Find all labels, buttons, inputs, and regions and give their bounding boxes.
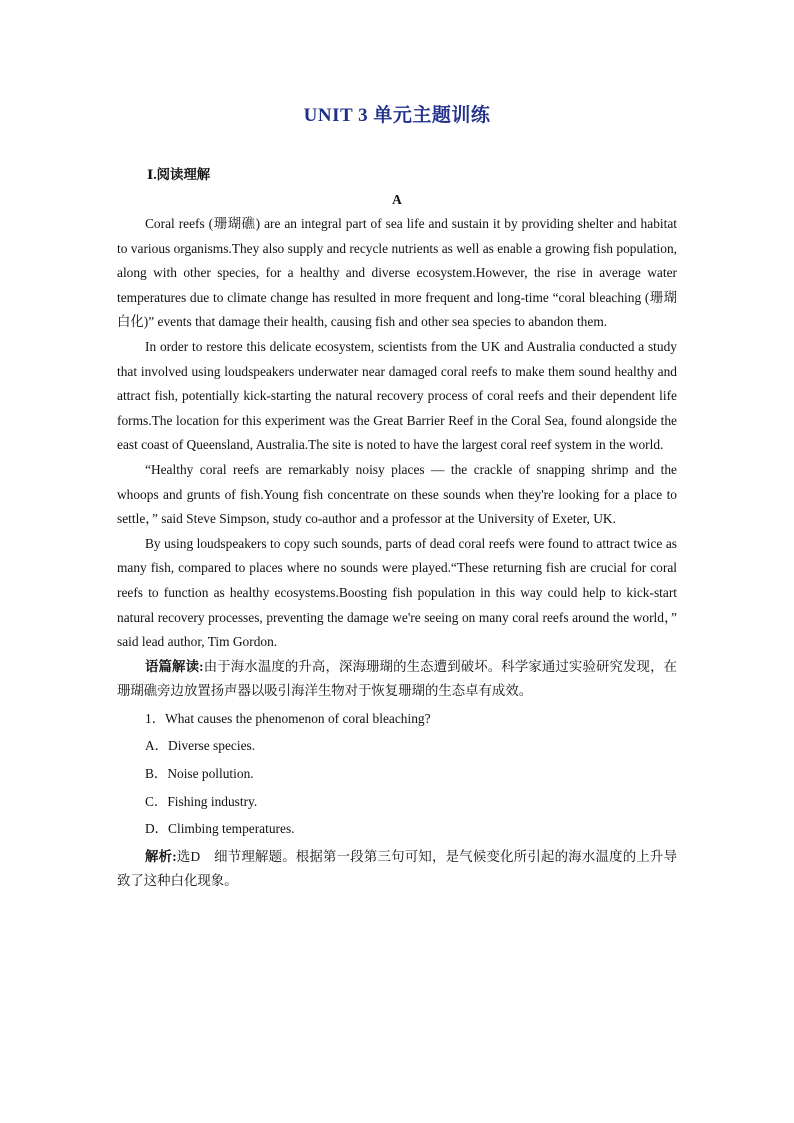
passage-label: A bbox=[392, 192, 402, 207]
passage-body bbox=[117, 212, 677, 894]
option-d: D．Climbing temperatures. bbox=[145, 821, 295, 837]
question-stem: 1．What causes the phenomenon of coral bleaching? bbox=[145, 710, 431, 726]
paragraph-3: “Healthy coral reefs are remarkably noisy places — the crackle of snapping shrimp and the whoops and grunts of fish.Young fish concentrate on these sounds when they're looking for a place to settle，” said Steve Simpson, study co-author and a professor at the University of Exeter, UK. bbox=[117, 461, 677, 527]
answer-label: 解析: bbox=[145, 848, 177, 864]
answer-text: 选D 细节理解题。根据第一段第三句可知，是气候变化所引起的海水温度的上升导致了这种白化现象。 bbox=[117, 848, 677, 889]
option-c: C．Fishing industry. bbox=[145, 793, 258, 809]
answer-explanation bbox=[117, 845, 677, 894]
passage-analysis bbox=[117, 655, 677, 704]
section-heading: Ⅰ.阅读理解 bbox=[147, 167, 211, 182]
option-a: A．Diverse species. bbox=[145, 738, 256, 754]
paragraph-4: By using loudspeakers to copy such sounds, parts of dead coral reefs were found to attract twice as many fish, compared to places where no sounds were played.“These returning fish are crucial for coral reefs to function as healthy ecosystems.Boosting fish population in this way could help to kick-start natural recovery processes, preventing the damage we're seeing on many coral reefs around the world，” said lead author, Tim Gordon. bbox=[117, 535, 677, 650]
paragraph-1: Coral reefs (珊瑚礁) are an integral part of sea life and sustain it by providing shelter and habitat to various organisms.They also supply and recycle nutrients as well as enable a growing fish population, along with other species, for a healthy and diverse ecosystem.However, the rise in average water temperatures due to climate change has resulted in more frequent and long-time “coral bleaching (珊瑚白化)” events that damage their health, causing fish and other sea species to abandon them. bbox=[117, 216, 677, 330]
option-b: B．Noise pollution. bbox=[145, 766, 254, 782]
paragraph-2: In order to restore this delicate ecosystem, scientists from the UK and Australia conducted a study that involved using loudspeakers underwater near damaged coral reefs to make them sound healthy and attract fish, potentially kick-starting the natural recovery process of coral reefs and their dependent life forms.The location for this experiment was the Great Barrier Reef in the Coral Sea, found alongside the east coast of Queensland, Australia.The site is noted to have the largest coral reef system in the world. bbox=[117, 338, 677, 453]
analysis-text: 由于海水温度的升高，深海珊瑚的生态遭到破坏。科学家通过实验研究发现，在珊瑚礁旁边放置扬声器以吸引海洋生物对于恢复珊瑚的生态卓有成效。 bbox=[117, 658, 678, 699]
analysis-label: 语篇解读: bbox=[145, 658, 204, 674]
page-title: UNIT 3 单元主题训练 bbox=[303, 105, 491, 126]
